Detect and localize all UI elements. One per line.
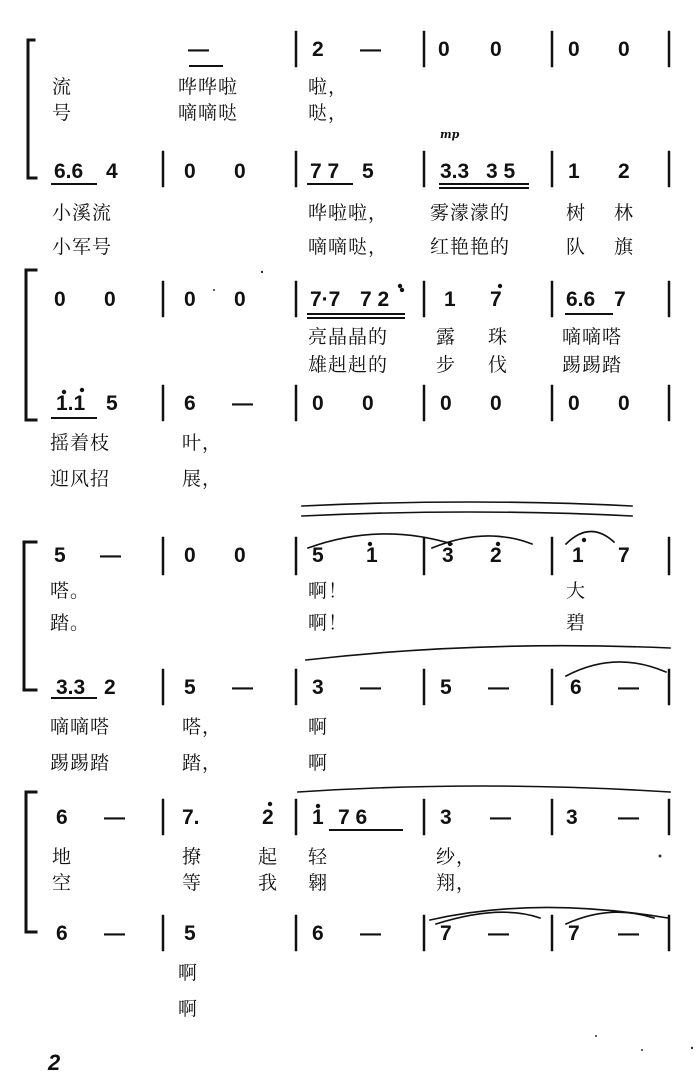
lyric: 哗哗啦 <box>178 76 239 98</box>
lyric: 雄赳赳的 <box>308 354 389 376</box>
lyric: 露 <box>436 326 457 348</box>
system-bracket-4 <box>26 792 36 932</box>
lyric: 起 <box>258 846 279 868</box>
note: 0 <box>54 288 66 311</box>
note-dash: — <box>618 922 639 945</box>
note: 5 <box>184 676 196 699</box>
lyric: 哗啦啦， <box>308 202 389 224</box>
note: 3 <box>566 806 578 829</box>
lyric: 伐 <box>488 354 509 376</box>
lyric: 嗒。 <box>50 580 91 602</box>
system-bracket-2 <box>26 270 36 420</box>
lyric: 林 <box>614 202 635 224</box>
note: 6.6 <box>566 288 596 311</box>
note: 2 <box>618 160 630 183</box>
note: 5 <box>362 160 374 183</box>
lyric: 我 <box>258 872 279 894</box>
note-dash: — <box>360 922 381 945</box>
lyric: 流 <box>52 76 73 98</box>
lyric: 踢踢踏 <box>50 752 111 774</box>
note: 6 <box>56 922 68 945</box>
note: 3.3 <box>56 676 86 699</box>
lyric: 啦， <box>308 76 349 98</box>
barlines-system-4 <box>163 800 669 950</box>
lyric: 雾濛濛的 <box>430 202 511 224</box>
lyric: 摇着枝 <box>50 432 111 454</box>
lyric: 树 <box>566 202 587 224</box>
lyric: 小军号 <box>52 236 113 258</box>
note-dash: — <box>488 922 509 945</box>
note-dash: — <box>104 806 125 829</box>
note: 0 <box>312 392 324 415</box>
note: 0 <box>184 160 196 183</box>
note: 0 <box>184 544 196 567</box>
note: 7 7 <box>310 160 340 183</box>
lyric: 哒， <box>308 102 349 124</box>
note: 2 <box>312 38 324 61</box>
note: 0 <box>568 38 580 61</box>
note-dash: — <box>104 922 125 945</box>
note: 6 <box>312 922 324 945</box>
note: 0 <box>104 288 116 311</box>
note: 7 2 <box>360 288 390 311</box>
lyric: 红艳艳的 <box>430 236 511 258</box>
lyric: 纱， <box>436 846 477 868</box>
note-dash: — <box>360 38 381 61</box>
note: 1 <box>444 288 456 311</box>
lyric: 珠 <box>488 326 509 348</box>
note: 2 <box>104 676 116 699</box>
slurs <box>298 502 670 924</box>
lyric: 轻 <box>308 846 329 868</box>
note: 0 <box>234 288 246 311</box>
note: 3 <box>442 544 454 567</box>
note: 7 <box>618 544 630 567</box>
note: 3 <box>312 676 324 699</box>
note-dash: — <box>232 392 253 415</box>
note: 0 <box>362 392 374 415</box>
dynamic-mark: mp <box>440 128 460 141</box>
lyric: 嗒， <box>182 716 223 738</box>
note: 3 <box>440 806 452 829</box>
lyric: 队 <box>566 236 587 258</box>
note: 6 <box>184 392 196 415</box>
note: 0 <box>618 392 630 415</box>
lyric: 踢踢踏 <box>562 354 623 376</box>
note: 7 6 <box>338 806 368 829</box>
lyric: 迎风招 <box>50 468 111 490</box>
note: 7 <box>568 922 580 945</box>
lyric: 踏， <box>182 752 223 774</box>
note: 5 <box>54 544 66 567</box>
note: 3 5 <box>486 160 516 183</box>
lyric: 空 <box>52 872 73 894</box>
lyric: 翔， <box>436 872 477 894</box>
lyric: 展， <box>182 468 223 490</box>
lyric: 啊！ <box>308 580 349 602</box>
note: 1 <box>572 544 584 567</box>
note: 0 <box>618 38 630 61</box>
lyric: 踏。 <box>50 612 91 634</box>
lyric: 翱 <box>308 872 329 894</box>
note-dash: — <box>488 676 509 699</box>
note: 0 <box>234 160 246 183</box>
note: 4 <box>106 160 118 183</box>
lyric: 大 <box>566 580 587 602</box>
lyric: 碧 <box>566 612 587 634</box>
lyric: 啊 <box>178 962 199 984</box>
note-dash: — <box>188 38 209 61</box>
note: 5 <box>312 544 324 567</box>
note: 6 <box>56 806 68 829</box>
lyric: 啊！ <box>308 612 349 634</box>
page-number: 2 <box>48 1050 61 1075</box>
note-dash: — <box>360 676 381 699</box>
note: 5 <box>440 676 452 699</box>
note: 2 <box>490 544 502 567</box>
note: 7. <box>182 806 200 829</box>
note: 0 <box>490 392 502 415</box>
note-dash: — <box>618 676 639 699</box>
lyric: 小溪流 <box>52 202 113 224</box>
note: 5 <box>184 922 196 945</box>
system-bracket-3 <box>24 542 36 690</box>
note: 7·7 <box>310 288 341 311</box>
note: 1 <box>312 806 324 829</box>
note: 1.1 <box>56 392 86 415</box>
note: 7 <box>490 288 502 311</box>
lyric: 啊 <box>178 998 199 1020</box>
note: 6 <box>570 676 582 699</box>
lyric: 叶， <box>182 432 223 454</box>
lyric: 撩 <box>182 846 203 868</box>
lyric: 等 <box>182 872 203 894</box>
lyric: 亮晶晶的 <box>308 326 389 348</box>
note-dash: — <box>100 544 121 567</box>
lyric: 嘀嘀嗒 <box>50 716 111 738</box>
lyric: 啊 <box>308 752 329 774</box>
note: 6.6 <box>54 160 84 183</box>
lyric: 嘀嘀哒， <box>308 236 389 258</box>
note: 5 <box>106 392 118 415</box>
note-dash: — <box>490 806 511 829</box>
system-bracket-1 <box>28 40 36 178</box>
note: 3.3 <box>440 160 470 183</box>
note: 2 <box>262 806 274 829</box>
note: 0 <box>490 38 502 61</box>
note: 0 <box>184 288 196 311</box>
note: 0 <box>568 392 580 415</box>
note: 7 <box>440 922 452 945</box>
note: 1 <box>568 160 580 183</box>
note: 0 <box>438 38 450 61</box>
note: 0 <box>234 544 246 567</box>
note: 0 <box>440 392 452 415</box>
lyric: 地 <box>52 846 73 868</box>
lyric: 嘀嘀哒 <box>178 102 239 124</box>
lyric: 步 <box>436 354 457 376</box>
note-dash: — <box>618 806 639 829</box>
lyric: 嘀嘀嗒 <box>562 326 623 348</box>
note: 7 <box>614 288 626 311</box>
lyric: 旗 <box>614 236 635 258</box>
lyric: 啊 <box>308 716 329 738</box>
lyric: 号 <box>52 102 73 124</box>
note-dash: — <box>232 676 253 699</box>
note: 1 <box>366 544 378 567</box>
